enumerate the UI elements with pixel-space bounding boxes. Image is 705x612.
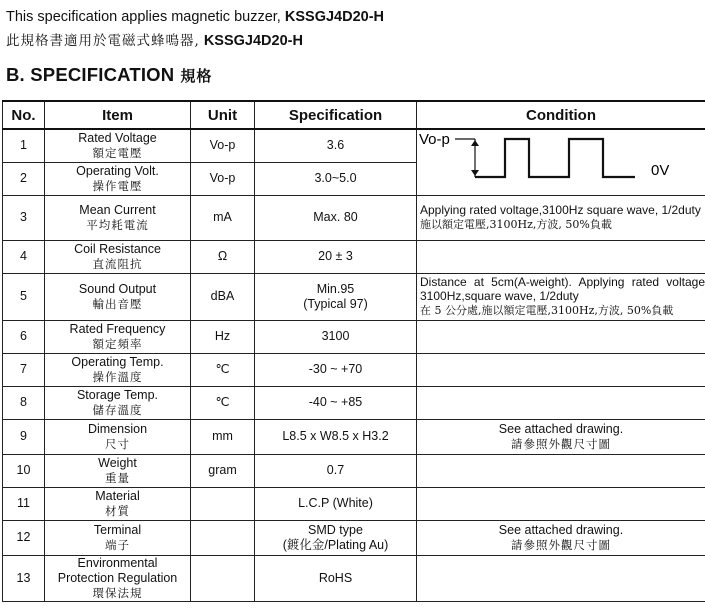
- row-cond: [417, 195, 705, 240]
- row-cond: [417, 487, 705, 520]
- item-en-2: Protection Regulation: [57, 570, 178, 585]
- row-spec: [255, 520, 417, 555]
- spec-value: Min.95: [316, 281, 355, 296]
- spec-value: L8.5 x W8.5 x H3.2: [282, 429, 389, 443]
- col-cond: Condition: [417, 101, 705, 129]
- spec-value: 3100: [321, 329, 350, 343]
- row-cond: [417, 353, 705, 386]
- row-no: 9: [3, 419, 45, 454]
- row-item: [45, 353, 191, 386]
- row-item: [45, 386, 191, 419]
- row-unit: ℃: [191, 353, 255, 386]
- row-spec: [255, 555, 417, 601]
- row-spec: [255, 419, 417, 454]
- row-no: 12: [3, 520, 45, 555]
- item-en: Dimension: [87, 421, 148, 436]
- item-en: Coil Resistance: [74, 241, 161, 256]
- row-no: 10: [3, 454, 45, 487]
- row-no: 3: [3, 195, 45, 240]
- spec-value: Max. 80: [313, 210, 358, 224]
- item-en: Environmental: [77, 555, 158, 570]
- spec-value: RoHS: [318, 570, 353, 585]
- table-row: [3, 129, 705, 162]
- row-unit: mA: [191, 195, 255, 240]
- spec-value: 3.0~5.0: [314, 171, 357, 185]
- intro-line-zh: 此規格書適用於電磁式蜂鳴器, KSSGJ4D20-H: [6, 33, 303, 49]
- row-cond: [417, 555, 705, 601]
- spec-value: 3.6: [326, 138, 345, 153]
- item-en: Material: [95, 488, 140, 503]
- col-no: No.: [3, 101, 45, 129]
- table-row: [3, 273, 705, 320]
- row-unit: [191, 487, 255, 520]
- item-zh: 平均耗電流: [86, 217, 149, 232]
- row-cond: [417, 240, 705, 273]
- row-item: [45, 555, 191, 601]
- spec-value-2: (Typical 97): [303, 296, 368, 311]
- table-row: [3, 419, 705, 454]
- spec-value: -40 ~ +85: [308, 395, 363, 409]
- item-en: Weight: [98, 455, 137, 470]
- row-cond: [417, 320, 705, 353]
- spec-value: 0.7: [326, 463, 345, 477]
- row-no: 2: [3, 162, 45, 195]
- col-spec: Specification: [255, 101, 417, 129]
- item-zh: 操作溫度: [92, 369, 143, 384]
- row-unit: [191, 555, 255, 601]
- row-spec: [255, 487, 417, 520]
- row-item: [45, 320, 191, 353]
- table-row: [3, 454, 705, 487]
- cond-en: Distance at 5cm(A-weight). Applying rated voltage 3100Hz,square wave, 1/2duty: [420, 275, 705, 303]
- table-row: [3, 320, 705, 353]
- spec-value: SMD type: [308, 522, 363, 537]
- item-en: Mean Current: [79, 202, 156, 217]
- row-cond: [417, 386, 705, 419]
- item-zh: 額定頻率: [92, 336, 143, 351]
- item-zh: 環保法規: [92, 585, 143, 600]
- row-item: [45, 419, 191, 454]
- row-cond: [417, 273, 705, 320]
- row-no: 1: [3, 129, 45, 162]
- row-item: [45, 487, 191, 520]
- row-item: [45, 129, 191, 162]
- item-en: Terminal: [93, 522, 142, 537]
- table-row: [3, 555, 705, 601]
- row-spec: [255, 353, 417, 386]
- item-zh: 直流阻抗: [92, 256, 143, 271]
- row-no: 11: [3, 487, 45, 520]
- row-cond: [417, 129, 705, 195]
- item-zh: 額定電壓: [92, 145, 143, 160]
- vop-label: Vo-p: [419, 131, 450, 148]
- row-unit: ℃: [191, 386, 255, 419]
- row-no: 5: [3, 273, 45, 320]
- spec-value-2: (鍍化金/Plating Au): [282, 537, 389, 552]
- row-item: [45, 273, 191, 320]
- row-item: [45, 195, 191, 240]
- row-unit: Ω: [191, 240, 255, 273]
- item-en: Operating Volt.: [76, 163, 159, 178]
- row-spec: [255, 454, 417, 487]
- item-zh: 儲存溫度: [92, 402, 143, 417]
- row-unit: gram: [191, 454, 255, 487]
- row-cond: [417, 520, 705, 555]
- row-spec: [255, 195, 417, 240]
- table-row: [3, 240, 705, 273]
- row-unit: dBA: [191, 273, 255, 320]
- row-spec: [255, 129, 417, 162]
- row-unit: mm: [191, 419, 255, 454]
- col-item: Item: [45, 101, 191, 129]
- row-spec: [255, 320, 417, 353]
- row-no: 6: [3, 320, 45, 353]
- item-zh: 材質: [105, 503, 130, 518]
- item-zh: 重量: [105, 470, 130, 485]
- row-item: [45, 454, 191, 487]
- cond-en: See attached drawing.: [498, 522, 624, 537]
- item-en: Storage Temp.: [76, 387, 159, 402]
- item-zh: 尺寸: [105, 436, 130, 451]
- row-spec: [255, 240, 417, 273]
- waveform-diagram: [417, 130, 702, 196]
- row-no: 8: [3, 386, 45, 419]
- row-spec: [255, 162, 417, 195]
- row-unit: Vo-p: [191, 129, 255, 162]
- zero-volt-label: 0V: [651, 162, 670, 179]
- col-unit: Unit: [191, 101, 255, 129]
- row-item: [45, 520, 191, 555]
- table-row: [3, 520, 705, 555]
- row-unit: Hz: [191, 320, 255, 353]
- item-zh: 操作電壓: [92, 178, 143, 193]
- spec-value: -30 ~ +70: [308, 362, 363, 376]
- table-row: [3, 353, 705, 386]
- spec-table: [2, 100, 705, 602]
- item-en: Sound Output: [78, 281, 157, 296]
- row-spec: [255, 273, 417, 320]
- item-en: Operating Temp.: [71, 354, 164, 369]
- row-no: 7: [3, 353, 45, 386]
- item-en: Rated Voltage: [78, 130, 157, 145]
- table-header: [3, 101, 705, 129]
- table-row: [3, 487, 705, 520]
- row-unit: [191, 520, 255, 555]
- cond-zh: 施以額定電壓,3100Hz,方波, 50%負載: [420, 218, 612, 231]
- cond-en: Applying rated voltage,3100Hz square wave, 1/2duty: [420, 203, 701, 217]
- cond-en: See attached drawing.: [498, 421, 624, 436]
- item-en: Rated Frequency: [69, 321, 166, 336]
- row-cond: [417, 454, 705, 487]
- cond-zh: 在 5 公分處,施以額定電壓,3100Hz,方波, 50%負載: [420, 304, 674, 317]
- table-row: [3, 195, 705, 240]
- row-no: 4: [3, 240, 45, 273]
- item-zh: 端子: [105, 537, 130, 552]
- table-row: [3, 386, 705, 419]
- cond-zh: 請參照外觀尺寸圖: [511, 436, 611, 451]
- spec-value: L.C.P (White): [298, 496, 373, 510]
- item-zh: 輸出音壓: [92, 296, 143, 311]
- row-cond: [417, 419, 705, 454]
- section-title: B. SPECIFICATION 規格: [6, 64, 213, 85]
- row-spec: [255, 386, 417, 419]
- cond-zh: 請參照外觀尺寸圖: [511, 537, 611, 552]
- row-no: 13: [3, 555, 45, 601]
- row-unit: Vo-p: [191, 162, 255, 195]
- intro-line-en: This specification applies magnetic buzzer, KSSGJ4D20-H: [6, 9, 384, 25]
- spec-value: 20 ± 3: [318, 249, 353, 263]
- row-item: [45, 240, 191, 273]
- row-item: [45, 162, 191, 195]
